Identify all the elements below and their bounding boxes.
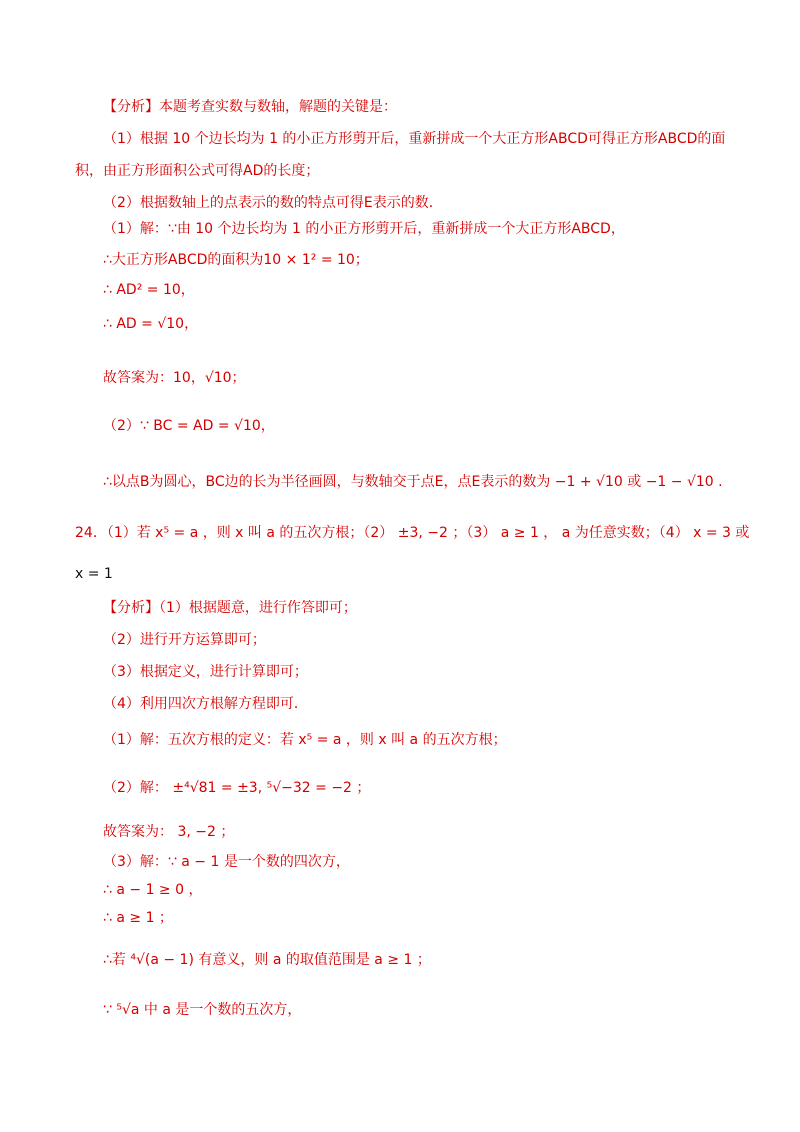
solution-area-line: ∴大正方形ABCD的面积为10 × 1² = 10； bbox=[103, 252, 369, 268]
analysis-24-heading-line: 【分析】（1）根据题意，进行作答即可； bbox=[103, 600, 357, 616]
analysis-24-point-3: （3）根据定义，进行计算即可； bbox=[103, 664, 308, 680]
answer-24-2-line: 故答案为： 3, −2 ； bbox=[103, 824, 235, 840]
solution-24-3-line: （3）解：∵ a − 1 是一个数的四次方， bbox=[103, 854, 350, 870]
analysis-point-1-line-a: （1）根据 10 个边长均为 1 的小正方形剪开后，重新拼成一个大正方形ABCD可得正方形ABCD的面 bbox=[103, 131, 726, 147]
answer-1-line: 故答案为：10，√10； bbox=[103, 370, 246, 386]
solution-24-2-line: （2）解： ±⁴√81 = ±3, ⁵√−32 = −2 ； bbox=[103, 780, 371, 796]
solution-24-1-line: （1）解：五次方根的定义：若 x⁵ = a ，则 x 叫 a 的五次方根； bbox=[103, 732, 507, 748]
solution-2-line: （2）∵ BC = AD = √10， bbox=[103, 418, 275, 434]
analysis-24-point-4: （4）利用四次方根解方程即可． bbox=[103, 696, 308, 712]
question-24-answer-continuation: x = 1 bbox=[75, 566, 113, 582]
solution-24-3-conclusion: ∴若 ⁴√(a − 1) 有意义，则 a 的取值范围是 a ≥ 1 ； bbox=[103, 952, 431, 968]
solution-ad-squared-line: ∴ AD² = 10， bbox=[103, 282, 195, 298]
analysis-heading-line: 【分析】本题考查实数与数轴，解题的关键是： bbox=[103, 99, 397, 115]
solution-1-line: （1）解：∵由 10 个边长均为 1 的小正方形剪开后，重新拼成一个大正方形ABCD， bbox=[103, 221, 625, 237]
solution-24-3-step-1: ∴ a − 1 ≥ 0 ， bbox=[103, 882, 203, 898]
analysis-24-point-2: （2）进行开方运算即可； bbox=[103, 632, 266, 648]
solution-24-3-step-2: ∴ a ≥ 1 ； bbox=[103, 910, 173, 926]
solution-2-conclusion-line: ∴以点B为圆心，BC边的长为半径画圆，与数轴交于点E，点E表示的数为 −1 + √10 或 −1 − √10 . bbox=[103, 474, 723, 490]
analysis-point-1-line-b: 积，由正方形面积公式可得AD的长度； bbox=[75, 163, 320, 179]
analysis-point-2-line: （2）根据数轴上的点表示的数的特点可得E表示的数． bbox=[103, 195, 443, 211]
solution-24-fifth-root-line: ∵ ⁵√a 中 a 是一个数的五次方， bbox=[103, 1002, 302, 1018]
solution-ad-line: ∴ AD = √10， bbox=[103, 316, 199, 332]
question-24-answer-line: 24．（1）若 x⁵ = a ，则 x 叫 a 的五次方根；（2） ±3, −2 ；（3） a ≥ 1 ， a 为任意实数；（4） x = 3 或 bbox=[75, 525, 750, 541]
